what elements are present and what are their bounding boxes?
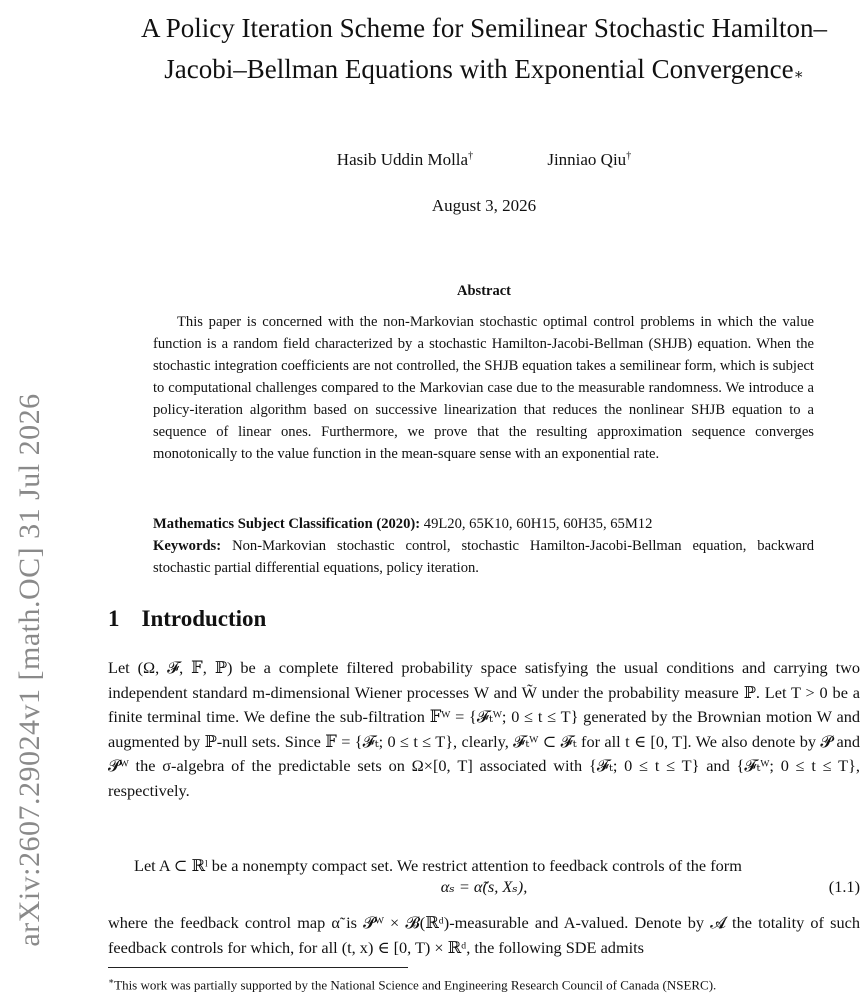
arxiv-sidebar bbox=[0, 350, 60, 990]
intro-paragraph-1: Let (Ω, 𝓕, 𝔽, ℙ) be a complete filtered probability space satisfying the usual conditions and carrying two independent standard m-dimensional Wiener processes W and W̃ under the probability measure ℙ. Let T > 0 be a finite terminal time. We define the sub-filtration 𝔽ᵂ = {𝓕ₜᵂ; 0 ≤ t ≤ T} generated by the Brownian motion W and augmented by ℙ-null sets. Since 𝔽 = {𝓕ₜ; 0 ≤ t ≤ T}, clearly, 𝓕ₜᵂ ⊂ 𝓕ₜ for all t ∈ [0, T]. We also denote by 𝓟 and 𝓟ᵂ the σ-algebra of the predictable sets on Ω×[0, T] associated with {𝓕ₜ; 0 ≤ t ≤ T} and {𝓕ₜᵂ; 0 ≤ t ≤ T}, respectively. bbox=[108, 658, 860, 800]
msc-line bbox=[153, 513, 814, 535]
footnote-text: This work was partially supported by the National Science and Engineering Research Council of Canada (NSERC). bbox=[114, 977, 717, 993]
title-footnote-mark: ∗ bbox=[793, 67, 804, 83]
author-1: Hasib Uddin Molla† bbox=[336, 150, 474, 169]
section-heading bbox=[108, 606, 266, 632]
abstract-heading: Abstract bbox=[457, 283, 511, 299]
keywords-label: Keywords: bbox=[153, 538, 222, 554]
paper-date: August 3, 2026 bbox=[431, 196, 537, 215]
msc-label: Mathematics Subject Classification (2020): bbox=[153, 516, 421, 532]
footnote-rule bbox=[108, 967, 408, 968]
footnote bbox=[108, 972, 860, 994]
keywords-value: Non-Markovian stochastic control, stochastic Hamilton-Jacobi-Bellman equation, backward stochastic partial differential equations, policy iteration. bbox=[153, 538, 814, 576]
equation-number: (1.1) bbox=[828, 877, 860, 896]
author-2: Jinniao Qiu† bbox=[547, 150, 632, 169]
section-number: 1 bbox=[108, 606, 120, 631]
equation-body: αₛ = α̃(s, Xₛ), bbox=[440, 877, 528, 896]
footnote-mark: ∗ bbox=[108, 976, 115, 986]
section-title: Introduction bbox=[141, 606, 267, 631]
abstract-text: This paper is concerned with the non-Markovian stochastic optimal control problems in which the value function is a random field characterized by a stochastic Hamilton-Jacobi-Bellman (SHJB) equation. When the stochastic integration coefficients are not controlled, the SHJB equation takes a semilinear form, which is subject to computational challenges compared to the Markovian case due to the measurable randomness. We introduce a policy-iteration algorithm based on successive linearization that reduces the nonlinear SHJB equation to a sequence of linear ones. Furthermore, we prove that the resulting approximation sequence converges monotonically to the value function in the mean-square sense with an exponential rate. bbox=[153, 314, 814, 462]
equation-1-1 bbox=[108, 877, 860, 903]
arxiv-identifier: arXiv:2607.29024v1 [math.OC] 31 Jul 2026 bbox=[13, 393, 46, 947]
msc-value: 49L20, 65K10, 60H15, 60H35, 65M12 bbox=[423, 516, 653, 532]
paper-title: A Policy Iteration Scheme for Semilinear Stochastic Hamilton–Jacobi–Bellman Equations with Exponential Convergence bbox=[140, 13, 828, 84]
intro-paragraph-2: Let A ⊂ ℝˡ be a nonempty compact set. We restrict attention to feedback controls of the form bbox=[134, 856, 742, 875]
intro-paragraph-3: where the feedback control map α̃ is 𝓟ᵂ × 𝓑(ℝᵈ)-measurable and A-valued. Denote by 𝓐 the totality of such feedback controls for which, for all (t, x) ∈ [0, T) × ℝᵈ, the following SDE admits bbox=[108, 913, 860, 957]
keywords-line bbox=[153, 535, 814, 579]
paper-title-block bbox=[110, 8, 858, 90]
authors bbox=[110, 150, 858, 170]
